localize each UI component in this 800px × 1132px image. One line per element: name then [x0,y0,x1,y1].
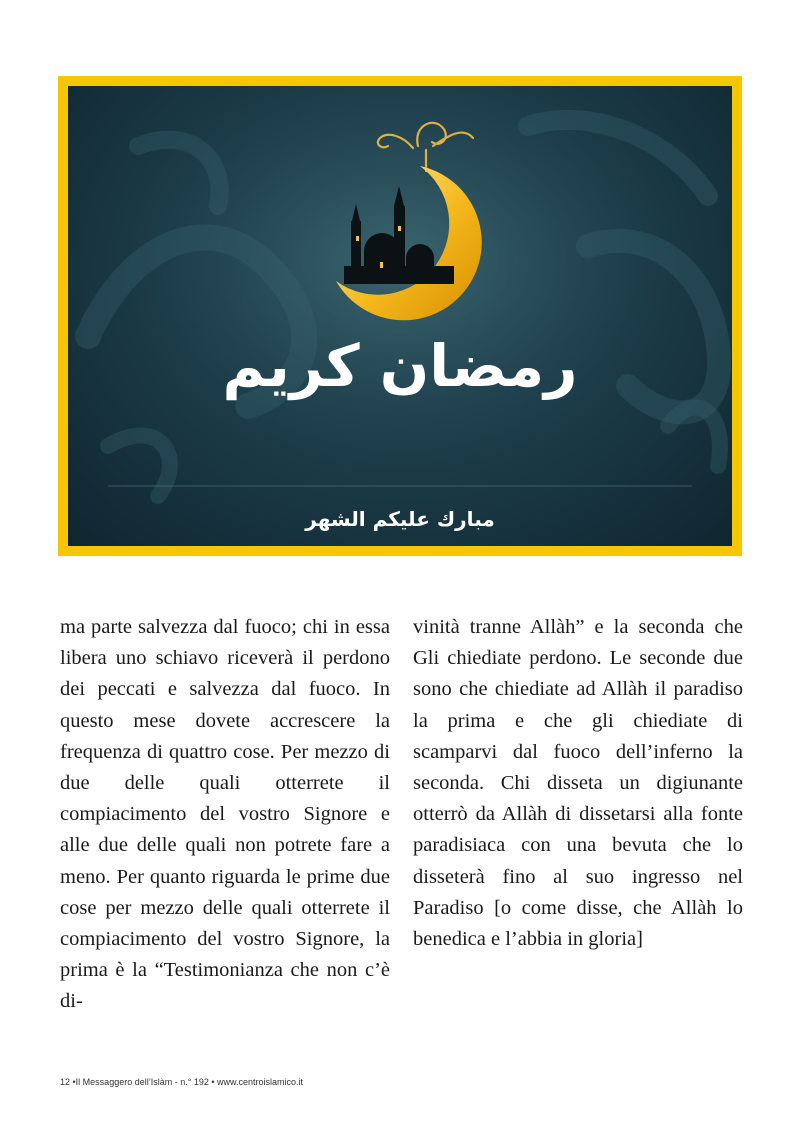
article-column-right [413,612,743,955]
magazine-name: •Il Messaggero dell’Islàm - n.° 192 • [72,1077,215,1087]
calligraphy-mubarak: مبارك عليكم الشهر [305,507,495,531]
article-text-right: vinità tranne Allàh” e la seconda che Gli chiediate perdono. Le seconde due sono che chiediate ad Allàh il paradiso la prima e che gli chiediate di scamparvi dal fuoco dell’inferno la seconda. Chi disseta un digiunante otterrò da Allàh di dissetarsi alla fonte paradisiaca con una bevuta che lo disseterà fino al suo ingresso nel Paradiso [o come disse, che Allàh lo benedica e l’abbia in gloria] [413,616,743,951]
website-link[interactable]: www.centroislamico.it [217,1077,304,1087]
article-column-left [60,612,390,1018]
ramadan-kareem-illustration [68,86,732,546]
article-text-left: ma parte salvezza dal fuoco; chi in essa libera uno schiavo riceverà il perdono dei peccati e salvezza dal fuoco. In questo mese dovete accrescere la frequenza di quattro cose. Per mezzo di due delle quali otterrete il compiacimento del vostro Signore e alle due delle quali non potrete fare a meno. Per quanto riguarda le prime due cose per mezzo delle quali otterrete il compiacimento del vostro Signore, la prima è la “Testimonianza che non c’è di- [60,616,390,1013]
page-footer [60,1077,303,1087]
ramadan-illustration-frame [58,76,742,556]
calligraphy-ramadan-kareem: رمضان كريم [222,332,578,400]
page-number: 12 [60,1077,71,1087]
